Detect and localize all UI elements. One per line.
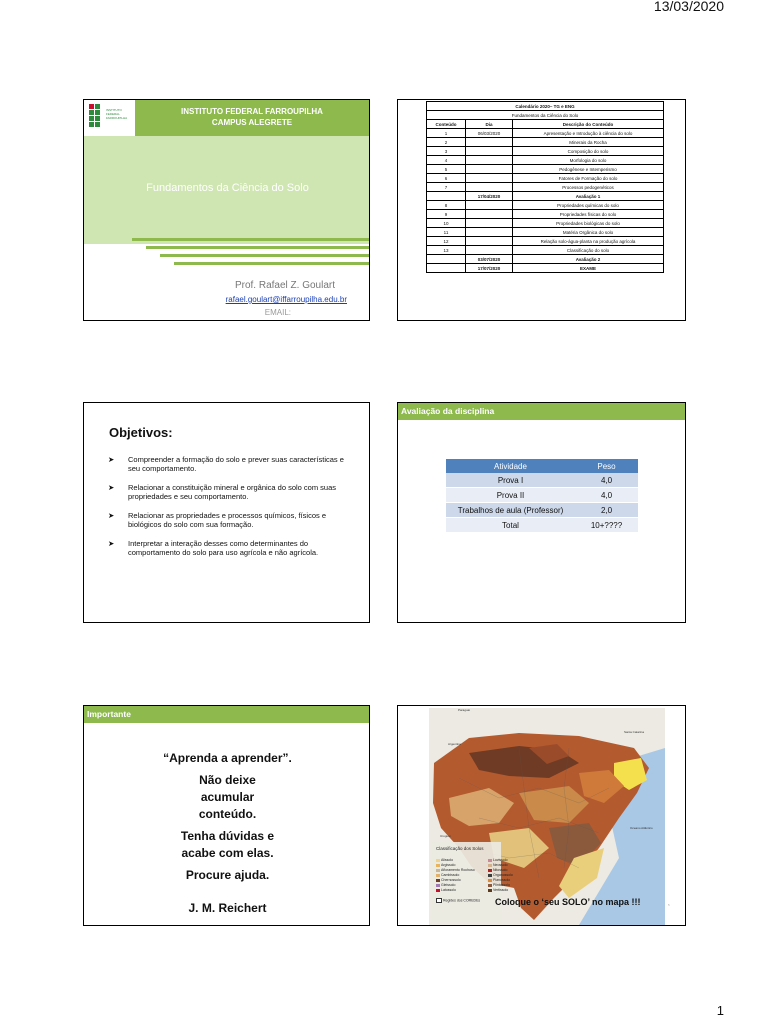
activity-cell: Prova II xyxy=(446,488,575,503)
description-cell: Processos pedogenéticos xyxy=(513,183,664,192)
legend-item: Chernossolo xyxy=(436,878,461,882)
description-cell: Fatores de Formação do solo xyxy=(513,174,664,183)
map-caption: Coloque o ‘seu SOLO’ no mapa !!! xyxy=(495,897,641,907)
legend-item: Regiões dos COREDEs xyxy=(436,898,480,903)
content-number-cell: 2 xyxy=(427,138,466,147)
date-cell xyxy=(466,147,513,156)
logo-mark-icon xyxy=(89,104,103,132)
decor-stripe xyxy=(132,238,370,241)
quote-author: J. M. Reichert xyxy=(188,901,267,915)
map-label: Uruguai xyxy=(440,834,451,838)
legend-item: Neossolo xyxy=(488,863,508,867)
arrow-bullet-icon: ➤ xyxy=(108,455,115,464)
slide-header: Avaliação da disciplina xyxy=(398,403,685,420)
grading-table xyxy=(446,459,638,533)
date-cell: 06/03/2020 xyxy=(466,129,513,138)
legend-item: Vertissolo xyxy=(488,888,508,892)
calendar-subtitle: Fundamentos da Ciência do Solo xyxy=(427,111,664,120)
objective-text: Compreender a formação do solo e prever suas características e seu comportamento. xyxy=(128,455,344,473)
table-row xyxy=(427,210,664,219)
objective-text: Relacionar a constituição mineral e orgânica do solo com suas propriedades e seu comportamento. xyxy=(128,483,337,501)
activity-cell: Total xyxy=(446,518,575,533)
decor-stripe xyxy=(146,246,370,249)
quote-block xyxy=(84,750,370,922)
table-row xyxy=(446,488,638,503)
date-cell xyxy=(466,174,513,183)
date-cell xyxy=(466,183,513,192)
table-row xyxy=(427,174,664,183)
table-row xyxy=(427,201,664,210)
date-cell xyxy=(466,165,513,174)
email-label: EMAIL: xyxy=(264,308,291,317)
legend-item: Luvissolo xyxy=(488,858,508,862)
institution-band xyxy=(135,100,369,136)
slide-title xyxy=(83,99,370,321)
table-row xyxy=(427,138,664,147)
column-header: Atividade xyxy=(446,459,575,473)
description-cell: Relação solo-água-planta na produção agrícola xyxy=(513,237,664,246)
objectives-list xyxy=(106,455,356,567)
quote-line: Não deixe acumular conteúdo. xyxy=(198,773,257,821)
table-row xyxy=(427,156,664,165)
slide-calendar xyxy=(397,99,686,321)
column-header: Descrição do Conteúdo xyxy=(513,120,664,129)
arrow-bullet-icon: ➤ xyxy=(108,483,115,492)
logo-text: INSTITUTO FEDERAL FARROUPILHA xyxy=(106,108,128,120)
weight-cell: 4,0 xyxy=(575,488,638,503)
professor-name: Prof. Rafael Z. Goulart xyxy=(234,280,335,291)
description-cell: Morfologia do solo xyxy=(513,156,664,165)
quote-line: Tenha dúvidas e acabe com elas. xyxy=(180,829,275,860)
date-cell xyxy=(466,156,513,165)
table-row xyxy=(427,192,664,201)
table-row xyxy=(427,219,664,228)
description-cell: Pedogênese e Intemperismo xyxy=(513,165,664,174)
decor-stripe xyxy=(160,254,370,257)
map-label: Argentina xyxy=(448,742,461,746)
column-header: Peso xyxy=(575,459,638,473)
legend-item: Organossolo xyxy=(488,873,513,877)
content-number-cell: 4 xyxy=(427,156,466,165)
content-number-cell: 8 xyxy=(427,201,466,210)
list-item xyxy=(106,483,356,501)
slide-soil-map xyxy=(397,705,686,926)
content-number-cell: 11 xyxy=(427,228,466,237)
list-item xyxy=(106,511,356,529)
slide-objectives xyxy=(83,402,370,623)
objectives-title: Objetivos: xyxy=(109,425,173,440)
description-cell: Avaliação 1 xyxy=(513,192,664,201)
date-cell xyxy=(466,201,513,210)
description-cell: Avaliação 2 xyxy=(513,255,664,264)
content-number-cell: 5 xyxy=(427,165,466,174)
activity-cell: Trabalhos de aula (Professor) xyxy=(446,503,575,518)
objective-text: Interpretar a interação desses como determinantes do comportamento do solo para uso agrícola e não agrícola. xyxy=(128,539,319,557)
description-cell: Minerais da Rocha xyxy=(513,138,664,147)
weight-cell: 10+???? xyxy=(575,518,638,533)
legend-item: Argissolo xyxy=(436,863,455,867)
description-cell: Matéria Orgânica do solo xyxy=(513,228,664,237)
legend-item: Nitossolo xyxy=(488,868,507,872)
legend-item: Planossolo xyxy=(488,878,510,882)
description-cell: Propriedades químicas do solo xyxy=(513,201,664,210)
content-number-cell xyxy=(427,255,466,264)
content-number-cell xyxy=(427,192,466,201)
table-row xyxy=(427,183,664,192)
legend-item: Cambissolo xyxy=(436,873,459,877)
content-number-cell: 12 xyxy=(427,237,466,246)
map-label: Oceano Atlântico xyxy=(630,826,653,830)
date-cell xyxy=(466,219,513,228)
objective-text: Relacionar as propriedades e processos químicos, físicos e biológicos do solo com sua formação. xyxy=(128,511,327,529)
map-label: Santa Catarina xyxy=(624,730,645,734)
legend-item: Afloramento Rochoso xyxy=(436,868,475,872)
description-cell: Propriedades físicas do solo xyxy=(513,210,664,219)
description-cell: Composição do solo xyxy=(513,147,664,156)
content-number-cell: 9 xyxy=(427,210,466,219)
page-number: 1 xyxy=(716,1003,724,1018)
slide-header: Importante xyxy=(84,706,369,723)
calendar-table xyxy=(426,101,664,273)
course-title: Fundamentos da Ciência do Solo xyxy=(146,182,309,194)
arrow-bullet-icon: ➤ xyxy=(108,539,115,548)
legend-title: Classificação dos Solos xyxy=(436,846,484,851)
quote-line: “Aprenda a aprender”. xyxy=(163,751,292,765)
slide-corner-mark: 5 xyxy=(668,903,670,907)
table-row xyxy=(427,147,664,156)
description-cell: EXAME xyxy=(513,264,664,273)
content-number-cell: 1 xyxy=(427,129,466,138)
date-cell xyxy=(466,228,513,237)
soil-map xyxy=(429,708,665,925)
table-row xyxy=(427,165,664,174)
table-row xyxy=(427,264,664,273)
institution-name: INSTITUTO FEDERAL FARROUPILHA xyxy=(181,107,323,116)
legend-item: Plintossolo xyxy=(488,883,510,887)
date-cell: 17/04/2020 xyxy=(466,192,513,201)
description-cell: Propriedades biológicas do solo xyxy=(513,219,664,228)
date-cell: 17/07/2020 xyxy=(466,264,513,273)
table-row xyxy=(446,503,638,518)
content-number-cell xyxy=(427,264,466,273)
content-number-cell: 3 xyxy=(427,147,466,156)
table-row xyxy=(446,518,638,533)
date-cell xyxy=(466,246,513,255)
arrow-bullet-icon: ➤ xyxy=(108,511,115,520)
table-row xyxy=(427,246,664,255)
weight-cell: 4,0 xyxy=(575,473,638,488)
email-link[interactable]: rafael.goulart@iffarroupilha.edu.br xyxy=(225,295,347,304)
slide-evaluation xyxy=(397,402,686,623)
content-number-cell: 10 xyxy=(427,219,466,228)
table-row xyxy=(427,129,664,138)
page-date: 13/03/2020 xyxy=(653,0,724,14)
campus-name: CAMPUS ALEGRETE xyxy=(211,118,293,127)
institution-logo xyxy=(84,100,135,136)
list-item xyxy=(106,455,356,473)
calendar-title: Calendário 2020– TG e ENG xyxy=(427,102,664,111)
content-number-cell: 13 xyxy=(427,246,466,255)
table-row xyxy=(427,255,664,264)
column-header: Dia xyxy=(466,120,513,129)
decor-stripe xyxy=(174,262,370,265)
slide-important xyxy=(83,705,370,926)
legend-item: Alissolo xyxy=(436,858,453,862)
date-cell xyxy=(466,210,513,219)
legend-item: Latossolo xyxy=(436,888,456,892)
content-number-cell: 7 xyxy=(427,183,466,192)
content-number-cell: 6 xyxy=(427,174,466,183)
description-cell: Apresentação e Introdução à ciência do solo xyxy=(513,129,664,138)
table-row xyxy=(427,228,664,237)
weight-cell: 2,0 xyxy=(575,503,638,518)
description-cell: Classificação do solo xyxy=(513,246,664,255)
quote-line: Procure ajuda. xyxy=(185,868,270,882)
activity-cell: Prova I xyxy=(446,473,575,488)
table-row xyxy=(427,237,664,246)
date-cell xyxy=(466,138,513,147)
date-cell: 03/07/2020 xyxy=(466,255,513,264)
column-header: Conteúdo xyxy=(427,120,466,129)
list-item xyxy=(106,539,356,557)
table-row xyxy=(446,473,638,488)
map-label: Paraguai xyxy=(458,708,471,712)
date-cell xyxy=(466,237,513,246)
legend-item: Gleissolo xyxy=(436,883,455,887)
